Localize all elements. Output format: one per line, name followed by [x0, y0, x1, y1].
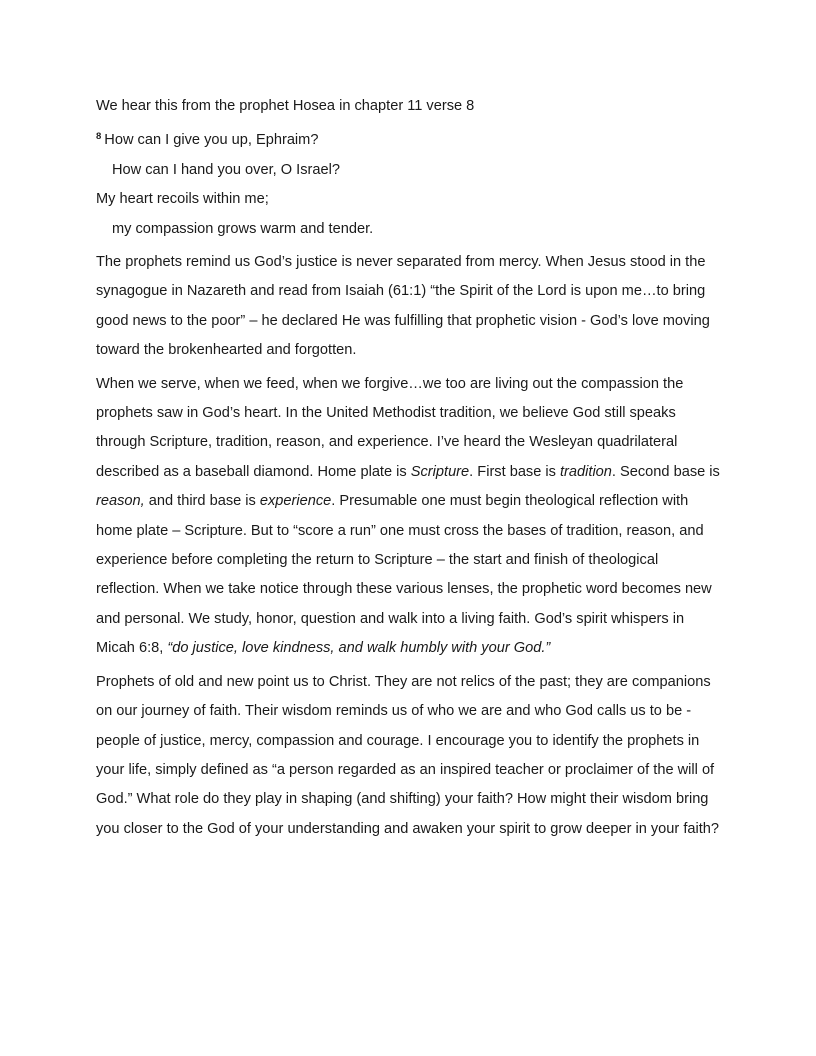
italic-tradition: tradition	[560, 463, 612, 480]
paragraph-wesleyan-quadrilateral: When we serve, when we feed, when we forgive…we too are living out the compassion the prophets saw in God’s heart. In the United Methodist tradition, we believe God still speaks through Scripture, tradition, reason, and experience. I’ve heard the Wesleyan quadrilateral described as a baseball diamond. Home plate is Scripture. First base is tradition. Second base is reason, and third base is experience. Presumable one must begin theological reflection with home plate – Scripture. But to “score a run” one must cross the bases of tradition, reason, and experience before completing the return to Scripture – the start and finish of theological reflection. When we take notice through these various lenses, the prophetic word becomes new and personal. We study, honor, question and walk into a living faith. God’s spirit whispers in Micah 6:8, “do justice, love kindness, and walk humbly with your God.”	[96, 375, 720, 657]
document-page	[96, 96, 720, 848]
micah-quote: “do justice, love kindness, and walk humbly with your God.”	[167, 640, 551, 657]
verse-number: 8	[96, 131, 102, 142]
intro-line: We hear this from the prophet Hosea in chapter 11 verse 8	[96, 98, 475, 114]
verse-line-3: My heart recoils within me;	[96, 191, 269, 207]
verse-line-4: my compassion grows warm and tender.	[112, 220, 374, 237]
italic-experience: experience	[259, 493, 332, 510]
paragraph-prophets-of-old: Prophets of old and new point us to Christ. They are not relics of the past; they are companions on our journey of faith. Their wisdom reminds us of who we are and who God calls us to be - people of justice, mercy, compassion and courage. I encourage you to identify the prophets in your life, simply defined as “a person regarded as an inspired teacher or proclaimer of the will of God.” What role do they play in shaping (and shifting) your faith? How might their wisdom bring you closer to the God of your understanding and awaken your spirit to grow deeper in your faith?	[96, 673, 720, 837]
scripture-quote	[96, 126, 720, 244]
paragraph-prophets-justice: The prophets remind us God’s justice is never separated from mercy. When Jesus stood in the synagogue in Nazareth and read from Isaiah (61:1) “the Spirit of the Lord is upon me…to bring good news to the poor” – he declared He was fulfilling that prophetic vision - God’s love moving toward the brokenhearted and forgotten.	[96, 254, 710, 359]
italic-scripture: Scripture	[410, 463, 470, 480]
italic-reason: reason,	[96, 493, 145, 510]
verse-line-1: $^8$ How can I give you up, Ephraim?	[96, 131, 319, 148]
verse-line-2: How can I hand you over, O Israel?	[112, 161, 340, 178]
